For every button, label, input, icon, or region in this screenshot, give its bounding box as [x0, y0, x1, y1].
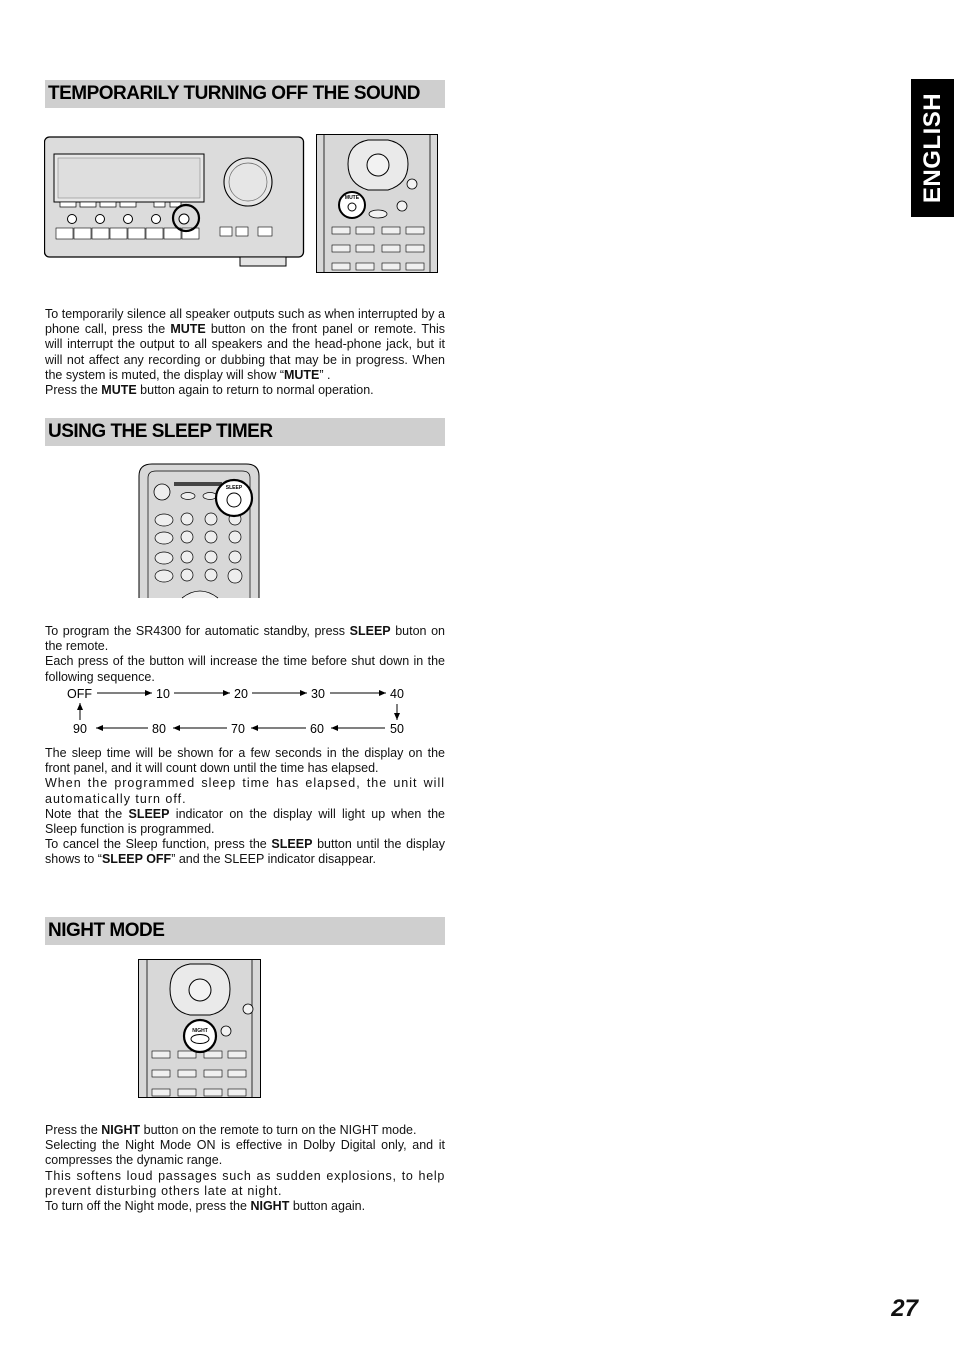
mute-body-text: To temporarily silence all speaker outputs such as when interrupted by a phone call, press the MUTE button on the front panel or remote. This will interrupt the output to all speakers and the head-phone jack, but it will not affect any recording or dubbing that may be in progress. When the system is muted, the display will show “MUTE” . Press the MUTE button again to return to normal operation. — [45, 307, 445, 398]
seq-top-4: 40 — [390, 687, 404, 701]
section-header-mute — [45, 80, 445, 108]
seq-bottom-4: 50 — [390, 722, 404, 736]
seq-bottom-3: 60 — [310, 722, 324, 736]
sleep-body-text: The sleep time will be shown for a few seconds in the display on the front panel, and it will count down until the time has elapsed. When the programmed sleep time has elapsed, the unit will automatically turn off. Note that the SLEEP indicator on the display will light up when the Sleep function is programmed. To cancel the Sleep function, press the SLEEP button until the display shows to “SLEEP OFF” and the SLEEP indicator disappear. — [45, 746, 445, 867]
remote-sleep-label: SLEEP — [225, 485, 243, 491]
remote-mute-illustration — [316, 134, 440, 274]
section-title-mute: TEMPORARILY TURNING OFF THE SOUND — [48, 83, 420, 104]
section-title-sleep: USING THE SLEEP TIMER — [48, 421, 273, 442]
language-tab-label: ENGLISH — [918, 92, 946, 204]
section-header-sleep — [45, 418, 445, 446]
remote-sleep-illustration — [138, 462, 262, 600]
sleep-intro-text: To program the SR4300 for automatic standby, press SLEEP buton on the remote. Each press of the button will increase the time before shut down in the following sequence. — [45, 624, 445, 684]
seq-top-1: 10 — [156, 687, 170, 701]
section-header-night — [45, 917, 445, 945]
remote-night-label: NIGHT — [192, 1028, 208, 1034]
remote-night-illustration — [138, 959, 262, 1099]
seq-bottom-1: 80 — [152, 722, 166, 736]
night-body-text: Press the NIGHT button on the remote to turn on the NIGHT mode. Selecting the Night Mode ON is effective in Dolby Digital only, and it compresses the dynamic range. This softens loud passages such as sudden explosions, to help prevent disturbing others late at night. To turn off the Night mode, press the NIGHT button again. — [45, 1123, 445, 1214]
seq-top-3: 30 — [311, 687, 325, 701]
seq-top-0: OFF — [67, 687, 92, 701]
receiver-front-panel-illustration — [44, 136, 306, 268]
section-title-night: NIGHT MODE — [48, 920, 165, 941]
seq-bottom-0: 90 — [73, 722, 87, 736]
seq-top-2: 20 — [234, 687, 248, 701]
seq-bottom-2: 70 — [231, 722, 245, 736]
page-number: 27 — [891, 1295, 918, 1322]
language-tab — [911, 79, 954, 217]
remote-mute-label: MUTE — [344, 195, 360, 201]
sleep-sequence-diagram — [45, 684, 445, 738]
